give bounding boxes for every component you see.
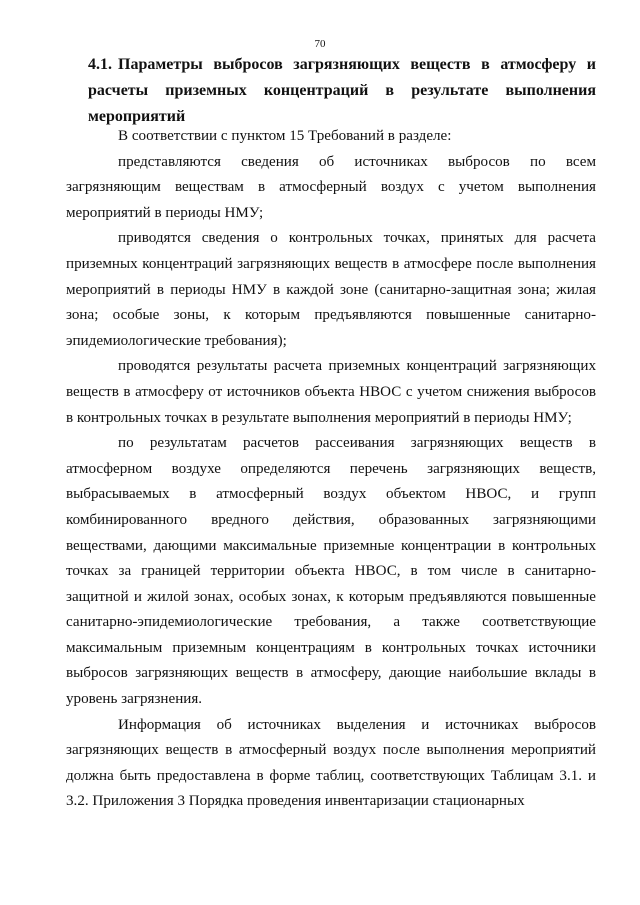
paragraph-source-information: Информация об источниках выделения и источниках выбросов загрязняющих веществ в атмосферный воздух после выполнения мероприятий должна быть предоставлена в форме таблиц, соответствующих Таблицам 3.1. и 3.2. Приложения 3 Порядка проведения инвентаризации стационарных	[66, 716, 596, 810]
section-number: 4.1.	[88, 56, 112, 73]
paragraph-dispersion-results: по результатам расчетов рассеивания загрязняющих веществ в атмосферном воздухе определяются перечень загрязняющих веществ, выбрасываемых в атмосферный воздух объектом НВОС, и групп комбинированного вредного действия, образованных загрязняющими веществами, дающими максимальные приземные концентрации в контрольных точках за границей территории объекта НВОС, в том числе в санитарно-защитной и жилой зонах, особых зонах, к которым предъявляются повышенные санитарно-эпидемиологические требования, а также соответствующие максимальным приземным концентрациям в контрольных точках источники выбросов загрязняющих веществ в атмосферу, дающие наибольшие вклады в уровень загрязнения.	[66, 435, 596, 708]
paragraph-calculation-results: проводятся результаты расчета приземных концентраций загрязняющих веществ в атмосферу от источников объекта НВОС с учетом снижения выбросов в контрольных точках в результате выполнения мероприятий в периоды НМУ;	[66, 358, 596, 426]
paragraph-control-points: приводятся сведения о контрольных точках, принятых для расчета приземных концентраций загрязняющих веществ в атмосфере после выполнения мероприятий в периоды НМУ в каждой зоне (санитарно-защитная зона; жилая зона; особые зоны, к которым предъявляются повышенные санитарно-эпидемиологические требования);	[66, 230, 596, 349]
page-number: 70	[314, 38, 326, 50]
section-heading	[88, 52, 596, 130]
paragraph-emission-sources: представляются сведения об источниках выбросов по всем загрязняющим веществам в атмосферный воздух с учетом выполнения мероприятий в периоды НМУ;	[66, 153, 596, 221]
body-text	[66, 124, 596, 815]
paragraph-intro: В соответствии с пунктом 15 Требований в разделе:	[118, 128, 452, 144]
section-title: Параметры выбросов загрязняющих веществ в атмосферу и расчеты приземных концентраций в результате выполнения мероприятий	[88, 56, 596, 125]
